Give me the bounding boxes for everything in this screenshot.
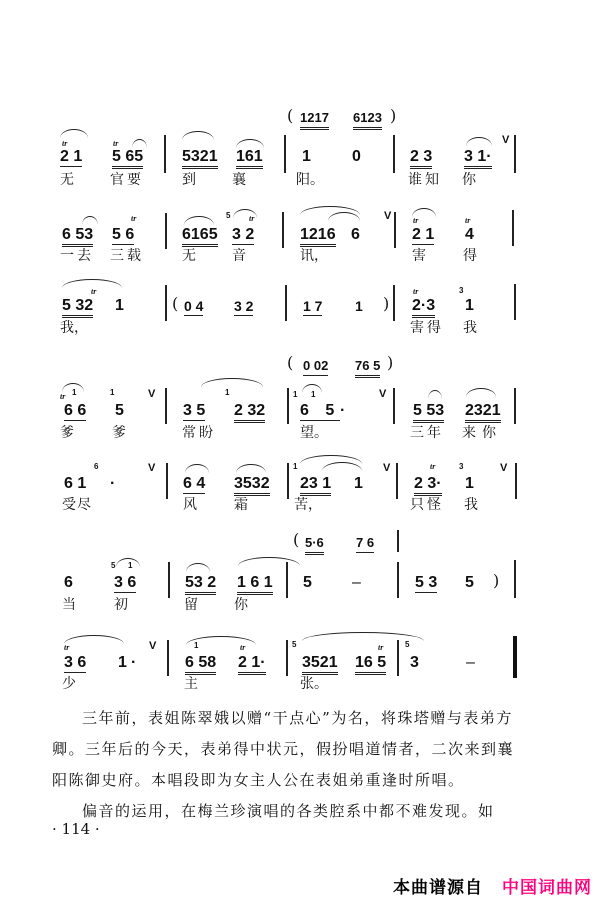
slur [466,388,496,397]
slur [185,464,209,473]
lyric: 三载 [110,248,144,264]
lyric: 常盼 [182,425,216,441]
lyric: 无 [60,172,74,188]
note-dot: · [110,475,116,492]
note: 5 [465,574,474,591]
slur [132,139,147,148]
note-group: 3 5 [183,402,206,419]
note-group: 3 1· [464,149,492,169]
slur [82,216,98,225]
trill-ornament: tr [249,214,255,223]
slur [236,464,266,473]
note: 6 [351,226,360,243]
interlude-notes: 7 6 [356,535,374,553]
trill-ornament: tr [60,392,66,401]
note-group: 53 2 [185,575,216,595]
note-group: 3 6 [64,654,87,671]
note-group: 5 65 [112,149,143,169]
bar-line [514,135,516,173]
note-group: 16 5 [355,655,386,675]
grace-note: 3 [459,286,464,295]
grace-note: 1 [293,390,298,399]
note: 1 [465,297,474,314]
note: 4 [465,226,474,243]
breath-mark: V [500,462,508,474]
lyric: 爹 [60,425,74,441]
watermark-prefix: 本曲谱源自 [393,878,483,898]
note: 3 [410,654,419,671]
breath-mark: V [384,210,392,222]
lyric: 谁知 [408,172,442,188]
bar-line [397,562,399,598]
lyric: 害得 [410,320,444,336]
lyric: 霜 [234,497,248,513]
bar-line [282,212,284,248]
grace-note: 5 [292,640,297,649]
slur [238,557,300,566]
slur [182,131,214,140]
trill-ornament: tr [413,287,419,296]
slur [60,129,88,138]
interlude-close-paren: ) [493,571,500,590]
lyric: 来你 [462,425,502,441]
lyric: 风 [183,497,197,513]
grace-note: 3 [459,462,464,471]
note: 1 [354,475,363,492]
bar-line [393,135,395,173]
note-group: 5 53 [413,403,444,423]
grace-note: 1 [293,462,298,471]
bar-line [287,463,289,499]
note-sustain: – [466,654,475,671]
commentary-line-1: 三年前，表姐陈翠娥以赠“干点心”为名，将珠塔赠与表弟方 [82,709,513,727]
grace-note: 5 [226,211,231,220]
lyric: 三年 [410,425,444,441]
lyric: 少 [62,676,76,692]
note-group: 3 2 [232,226,255,243]
final-bar-line [513,636,517,678]
bar-line [166,463,168,499]
interlude-notes: 0 02 [303,358,328,376]
note-group: 6165 [182,227,218,247]
note-group: 6 5 [300,402,341,419]
lyric: 受尽 [62,497,92,513]
lyric: 爹 [112,425,126,441]
lyric: 我 [463,320,477,336]
note-group: 161 [236,149,263,169]
trill-ornament: tr [430,462,436,471]
lyric: 一去 [60,248,94,264]
interlude-close-paren: ) [383,294,390,313]
lyric: 只怪 [410,497,444,513]
lyric: 望。 [300,425,328,441]
note-dot: · [131,654,137,671]
note: 1 [302,148,311,165]
note: 5 [115,402,124,419]
commentary-paragraph [52,703,532,827]
bar-line [285,285,287,321]
note: 1 [355,298,363,314]
bar-line [286,562,288,598]
interlude-close-paren: ) [390,106,397,125]
note-group: 2 1· [238,655,266,675]
note: 6 [64,574,73,591]
grace-note: 1 [311,390,316,399]
commentary-paragraph-2: 偏音的运用，在梅兰珍演唱的各类腔系中都不难发现。如 [82,802,495,820]
grace-note: 6 [94,462,99,471]
slur [184,216,214,225]
lyric: 襄 [232,172,246,188]
breath-mark: V [383,462,391,474]
breath-mark: V [148,462,156,474]
lyric: 你 [234,597,248,613]
interlude-open-paren: ( [172,294,179,313]
interlude-notes: 1217 [300,110,329,130]
commentary-line-2: 卿。三年后的今天，表弟得中状元，假扮唱道情者，二次来到襄 [52,740,515,758]
slur [428,390,442,399]
note-group: 2 1 [412,226,435,243]
note-group: 5 6 [112,226,135,243]
note-group: 2 32 [234,403,265,423]
grace-note: 5 [405,640,410,649]
lyric: 阳。 [296,172,324,188]
bar-line [394,212,396,248]
bar-line [165,285,167,321]
lyric: 留 [184,597,198,613]
bar-line [396,463,398,499]
lyric: 官要 [110,172,144,188]
grace-note: 1 [110,388,115,397]
trill-ornament: tr [240,643,246,652]
breath-mark: V [148,388,156,400]
trill-ornament: tr [413,216,419,225]
slur [201,378,263,387]
bar-line [164,135,166,173]
lyric: 张。 [300,676,328,692]
lyric: 无 [182,248,196,264]
interlude-close-paren: ) [387,353,394,372]
note: 5 [303,574,312,591]
bar-line [284,135,286,173]
grace-note: 1 [194,641,199,650]
trill-ornament: tr [91,287,97,296]
note-group: 2321 [465,403,501,423]
bar-line [514,284,516,320]
lyric: 苦， [294,497,322,513]
note-group: 2 1 [60,148,83,165]
note-group: 1 7 [303,298,323,314]
bar-line [168,562,170,598]
lyric: 你 [462,172,476,188]
note-group: 2 3 [410,149,432,169]
lyric: 得 [463,248,477,264]
lyric: 讯， [300,248,328,264]
grace-note: 1 [72,388,77,397]
note-group: 5321 [182,149,218,169]
lyric: 当 [62,597,76,613]
lyric: 我， [60,320,88,336]
interlude-notes: 5·6 [305,535,324,555]
lyric: 到 [182,172,196,188]
note-group: 3521 [302,655,338,675]
slur [466,137,492,146]
bar-line [397,530,399,552]
slur [64,635,124,644]
note: 0 [352,148,361,165]
bar-line [393,388,395,424]
note-group: 3532 [234,476,270,496]
note-dot: · [340,402,346,419]
note: 1 [465,475,474,492]
bar-line [514,560,516,598]
interlude-open-paren: ( [287,353,294,372]
note-group: 6 1 [64,475,87,492]
interlude-open-paren: ( [287,106,294,125]
note: 1 [115,297,124,314]
bar-line [393,285,395,321]
note-group: 6 53 [62,227,93,247]
lyric: 主 [184,676,198,692]
commentary-line-3: 阳陈御史府。本唱段即为女主人公在表姐弟重逢时所唱。 [52,771,465,789]
watermark-site-link[interactable]: 中国词曲网 [502,878,592,898]
lyric: 我 [464,497,478,513]
slur [186,563,210,572]
trill-ornament: tr [131,214,137,223]
bar-line [512,210,514,246]
note-group: 2·3 [412,298,435,318]
grace-note: 5 [111,561,116,570]
grace-note: 1 [128,561,133,570]
bar-line [167,640,169,676]
bar-line [397,640,399,676]
breath-mark: V [379,388,387,400]
bar-line [515,463,517,499]
slur [236,139,264,148]
interlude-open-paren: ( [293,530,300,549]
lyric: 初 [114,597,128,613]
trill-ornament: tr [378,643,384,652]
note: 1 [118,654,127,671]
trill-ornament: tr [113,139,119,148]
bar-line [287,388,289,424]
note-sustain: – [352,574,361,591]
note-group: 0 4 [184,298,204,314]
note-group: 6 6 [64,402,87,419]
bar-line [286,640,288,676]
note-group: 6 58 [185,655,216,675]
bar-line [514,388,516,424]
note-group: 3 2 [234,298,254,314]
interlude-notes: 6123 [353,110,382,130]
breath-mark: V [502,134,510,146]
bar-line [165,388,167,424]
grace-note: 1 [225,388,230,397]
bar-line [165,213,167,249]
note-group: 5 32 [62,298,93,318]
trill-ornament: tr [64,643,70,652]
interlude-notes: 76 5 [355,358,380,378]
breath-mark: V [149,640,157,652]
note-group: 1 6 1 [237,575,273,595]
note-group: 23 1 [300,476,331,496]
note-group: 5 3 [415,574,438,591]
note-group: 6 4 [183,475,206,492]
page-number: · 114 · [52,820,100,838]
trill-ornament: tr [62,139,68,148]
lyric: 害 [412,248,426,264]
note-group: 3 6 [114,574,137,591]
note-group: 1216 [300,227,336,247]
lyric: 音 [232,248,246,264]
note-group: 2 3· [414,476,442,496]
trill-ornament: tr [465,216,471,225]
